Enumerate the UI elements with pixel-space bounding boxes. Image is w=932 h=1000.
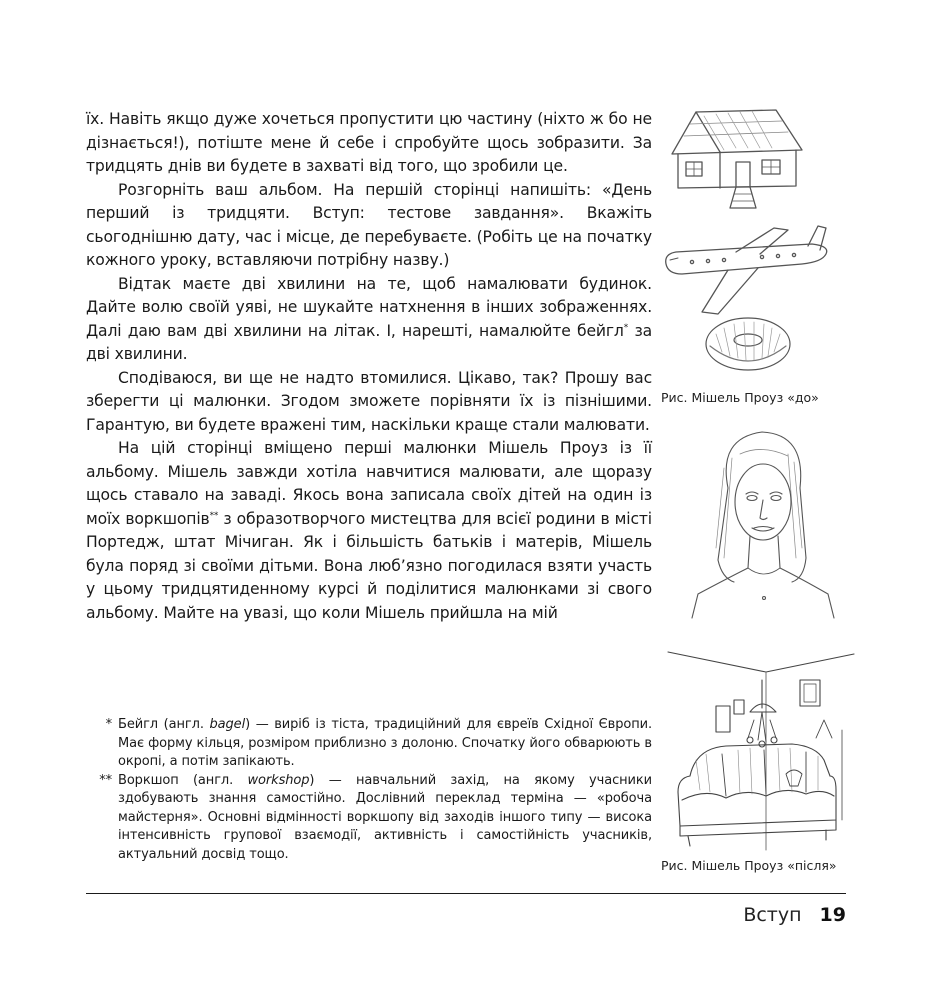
house-sketch-icon [664,106,814,210]
footnote-mark: ** [99,772,112,788]
footnote-mark: * [105,717,112,732]
paragraph: Сподіваюся, ви ще не надто втомилися. Цікаво, так? Прошу вас зберегти ці малюнки. Згодом зможете порівняти їх із пізнішими. Гарантую, ви будете вражені тим, наскільки краще стали малювати. [86,368,652,434]
footnotes [86,716,652,864]
footnote [86,716,652,772]
paragraph: їх. Навіть якщо дуже хочеться пропустити цю частину (ніхто ж бо не дізнається!), потіште мене й себе і спробуйте щось зобразити. За тридцять днів ви будете в захваті від того, що зробили це. [86,110,652,175]
page-number: 19 [819,904,846,926]
paragraph-text: за дві хвилини. [86,321,652,363]
paragraph-text: з образотворчого мистецтва для всієї родини в місті Портедж, штат Мічиган. Як і більшість батьків і матерів, Мішель була поряд зі своїми дітьми. Вона люб’язно погодилася взяти участь у цьому тридцятиденному курсі й поділитися малюнками зі свого альбому. Майте на увазі, що коли Мішель прийшла на мій [86,509,652,622]
footer-rule [86,893,846,894]
paragraph-text: На цій сторінці вміщено перші малюнки Мішель Проуз із її альбому. Мішель завжди хотіла навчитися малювати, але щоразу щось ставало на заваді. Якось вона записала своїх дітей на один із моїх воркшопів [86,439,652,528]
figure-column [652,100,872,890]
footnote-text: ) — навчальний захід, на якому учасники здобувають знання самостійно. Дослівний переклад терміна — «робоча майстерня». Основні відмінності воркшопу від заходів іншого типу — висока інтенсивність групової взаємодії, активність і самостійність учасників, актуальний досвід тощо. [118,772,652,862]
paragraph [86,273,652,367]
caption-before: Рис. Мішель Проуз «до» [661,390,819,405]
footnote-ref[interactable]: * [623,322,629,333]
running-footer [743,904,846,930]
portrait-sketch-icon [688,428,838,620]
footnote-text: ) — виріб із тіста, традиційний для євреїв Східної Європи. Має форму кільця, розміром приблизно з долоню. Спочатку його обварюють в окропі, а потім запікають. [118,717,652,769]
footnote-term: Воркшоп (англ. [118,772,248,788]
paragraph: Розгорніть ваш альбом. На першій сторінці напишіть: «День перший із тридцяти. Вступ: тестове завдання». Вкажіть сьогоднішню дату, час і місце, де перебуваєте. (Робіть це на початку кожного уроку, вставляючи потрібну назву.) [86,180,652,269]
footnote-ref[interactable]: ** [209,510,219,521]
footnote [86,772,652,865]
paragraph-text: Відтак маєте дві хвилини на те, щоб намалювати будинок. Дайте волю своїй уяві, не шукайте натхнення в інших зображеннях. Далі даю вам дві хвилини на літак. І, нарешті, намалюйте бейгл [86,274,652,340]
footnote-term: Бейгл (англ. [118,717,210,732]
footnote-term-italic: workshop [247,772,310,788]
footnote-term-italic: bagel [209,717,246,732]
main-text [86,108,652,625]
airplane-sketch-icon [662,224,832,318]
section-title: Вступ [743,904,802,926]
living-room-sketch-icon [666,650,856,856]
caption-after: Рис. Мішель Проуз «після» [661,858,837,873]
paragraph [86,437,652,625]
bagel-sketch-icon [700,312,796,378]
